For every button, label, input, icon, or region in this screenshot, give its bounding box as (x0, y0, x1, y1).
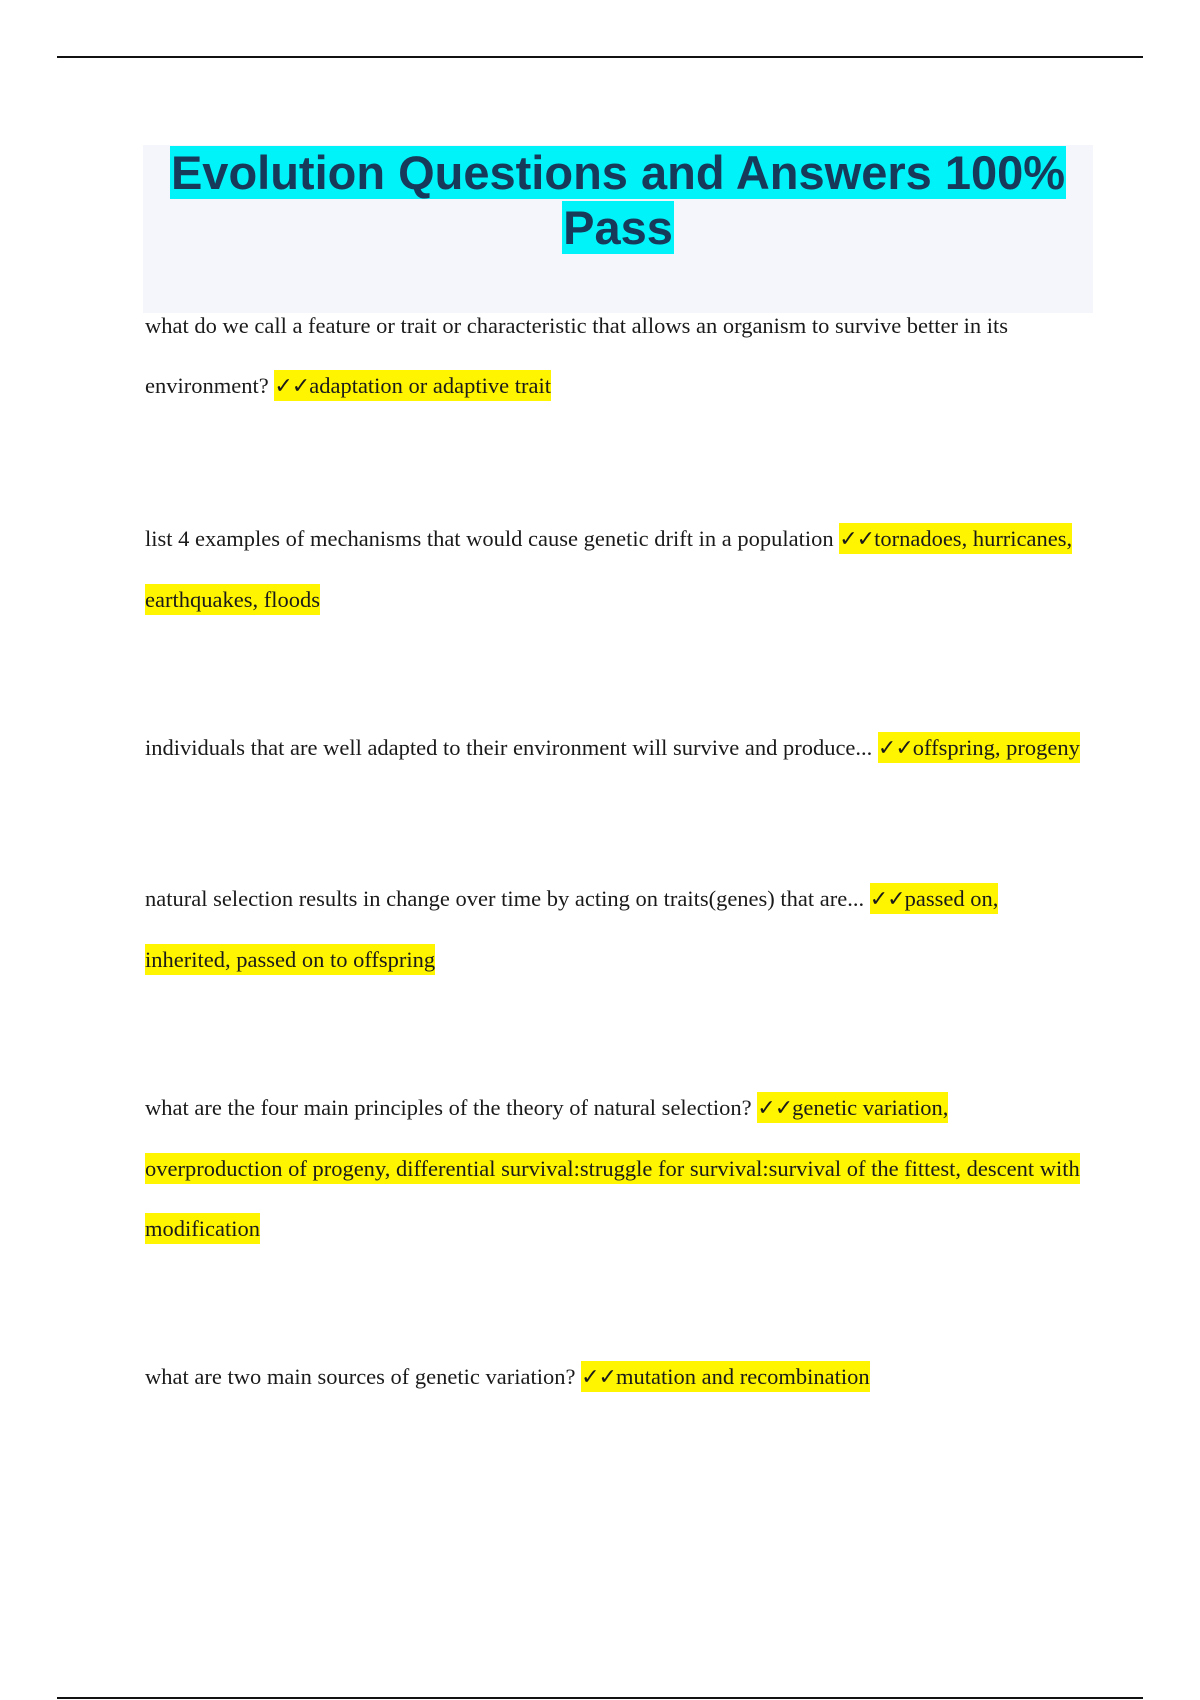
qa-item (145, 509, 1085, 630)
answer-text: offspring, progeny (912, 735, 1080, 760)
question-text: what do we call a feature or trait or characteristic that allows an organism to survive better in its environment? (145, 313, 1009, 398)
answer-text: genetic variation, overproduction of progeny, differential survival:struggle for survival:survival of the fittest, descent with modification (145, 1095, 1080, 1241)
question-text: what are the four main principles of the theory of natural selection? (145, 1095, 758, 1120)
answer-text: adaptation or adaptive trait (309, 373, 551, 398)
answer-highlight (274, 370, 551, 401)
double-check-icon: ✓✓ (757, 1096, 793, 1121)
qa-item (145, 1078, 1085, 1259)
double-check-icon: ✓✓ (877, 736, 913, 761)
question-text: individuals that are well adapted to their environment will survive and produce... (145, 735, 878, 760)
double-check-icon: ✓✓ (581, 1365, 616, 1390)
footer-rule (57, 1697, 1143, 1699)
answer-text: tornadoes, hurricanes, earthquakes, floods (145, 526, 1073, 612)
document-title (143, 145, 1093, 255)
question-text: list 4 examples of mechanisms that would cause genetic drift in a population (145, 526, 840, 551)
question-text: what are two main sources of genetic variation? (145, 1364, 582, 1389)
question-text: natural selection results in change over time by acting on traits(genes) that are... (145, 886, 870, 911)
answer-text: passed on, inherited, passed on to offspring (145, 886, 999, 972)
double-check-icon: ✓✓ (839, 527, 875, 552)
qa-item (145, 869, 1085, 990)
qa-item (145, 296, 1085, 417)
answer-highlight (581, 1361, 870, 1392)
qa-item (145, 1347, 1085, 1408)
document-title-text: Evolution Questions and Answers 100% Pass (170, 146, 1066, 254)
header-rule (57, 56, 1143, 58)
qa-list (145, 296, 1085, 1408)
qa-item (145, 718, 1085, 779)
title-block (143, 145, 1093, 313)
answer-highlight (878, 732, 1080, 763)
double-check-icon: ✓✓ (274, 374, 310, 399)
answer-text: mutation and recombination (615, 1364, 870, 1389)
double-check-icon: ✓✓ (869, 887, 905, 912)
